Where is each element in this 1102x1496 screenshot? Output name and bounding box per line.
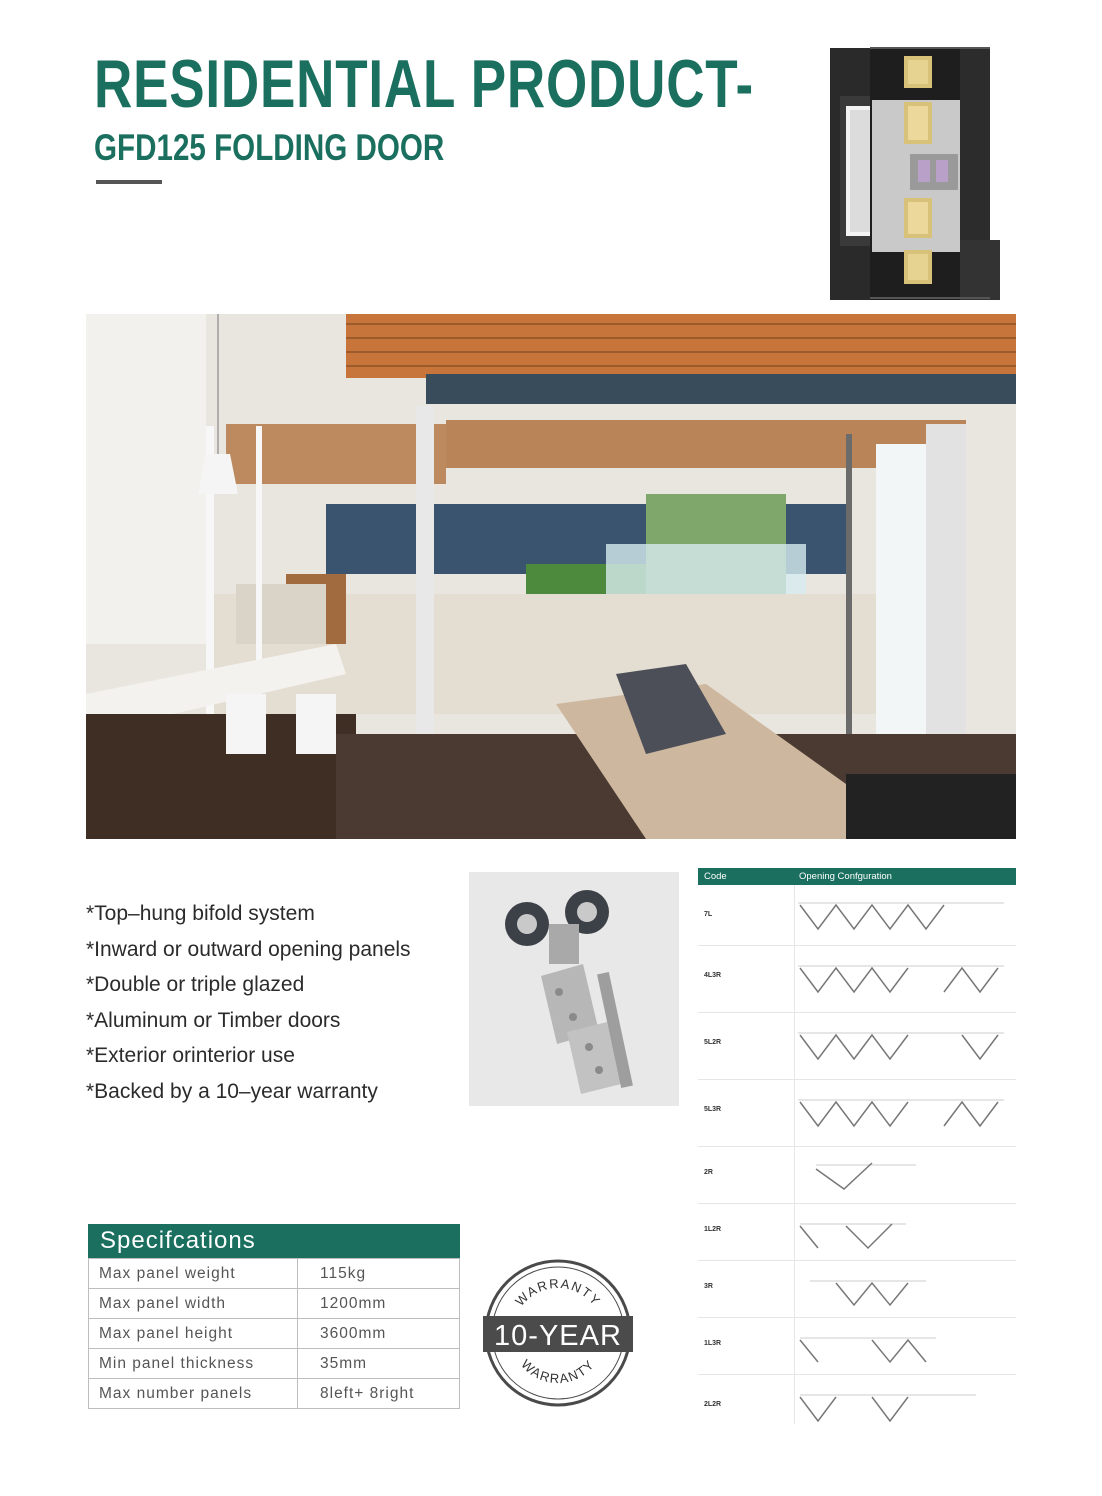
living-room-folding-door-photo bbox=[86, 314, 1016, 839]
table-row bbox=[698, 1013, 1016, 1080]
folding-diagram bbox=[796, 1375, 1006, 1439]
config-code: 5L2R bbox=[704, 1039, 722, 1046]
table-row bbox=[89, 1349, 460, 1379]
config-code: 3R bbox=[704, 1283, 713, 1290]
table-row bbox=[698, 1080, 1016, 1147]
folding-diagram bbox=[796, 1204, 1006, 1260]
spec-value: 1200mm bbox=[298, 1289, 460, 1319]
config-code: 4L3R bbox=[704, 972, 722, 979]
spec-value: 35mm bbox=[298, 1349, 460, 1379]
specifications-heading: Specifcations bbox=[88, 1224, 460, 1258]
config-code: 1L2R bbox=[704, 1226, 722, 1233]
feature-item: *Exterior orinterior use bbox=[86, 1044, 295, 1068]
warranty-top-text: WARRANTY bbox=[512, 1275, 604, 1309]
spec-label: Max number panels bbox=[89, 1379, 298, 1409]
spec-label: Max panel height bbox=[89, 1319, 298, 1349]
page-title: RESIDENTIAL PRODUCT- bbox=[94, 46, 754, 122]
spec-label: Max panel width bbox=[89, 1289, 298, 1319]
specifications-table bbox=[88, 1224, 460, 1409]
table-row bbox=[89, 1289, 460, 1319]
folding-diagram bbox=[796, 1013, 1006, 1079]
opening-configuration-table bbox=[698, 868, 1016, 1424]
table-row bbox=[698, 885, 1016, 946]
warranty-main-text: 10-YEAR bbox=[494, 1320, 622, 1352]
config-code: 2L2R bbox=[704, 1401, 722, 1408]
warranty-badge bbox=[483, 1258, 633, 1408]
table-row bbox=[89, 1259, 460, 1289]
folding-diagram bbox=[796, 1318, 1006, 1374]
door-profile-cross-section-image bbox=[810, 40, 1010, 304]
folding-diagram bbox=[796, 1147, 1006, 1203]
table-row bbox=[698, 1204, 1016, 1261]
table-row bbox=[698, 1147, 1016, 1204]
feature-list bbox=[86, 896, 466, 1110]
folding-diagram bbox=[796, 1261, 1006, 1317]
table-row bbox=[698, 946, 1016, 1013]
config-col-code: Code bbox=[704, 871, 727, 882]
config-col-configuration: Opening Confguration bbox=[799, 871, 892, 882]
table-row bbox=[698, 1261, 1016, 1318]
spec-label: Min panel thickness bbox=[89, 1349, 298, 1379]
config-code: 7L bbox=[704, 911, 713, 918]
config-table-header bbox=[698, 868, 1016, 885]
spec-value: 8left+ 8right bbox=[298, 1379, 460, 1409]
spec-value: 115kg bbox=[298, 1259, 460, 1289]
title-underline bbox=[96, 180, 162, 184]
table-row bbox=[698, 1375, 1016, 1439]
feature-item: *Aluminum or Timber doors bbox=[86, 1008, 341, 1032]
config-code: 1L3R bbox=[704, 1340, 722, 1347]
feature-item: *Double or triple glazed bbox=[86, 973, 305, 997]
table-row bbox=[89, 1379, 460, 1409]
feature-item: *Top–hung bifold system bbox=[86, 902, 315, 925]
table-row bbox=[698, 1318, 1016, 1375]
spec-value: 3600mm bbox=[298, 1319, 460, 1349]
feature-item: *Backed by a 10–year warranty bbox=[86, 1079, 378, 1103]
config-code: 2R bbox=[704, 1169, 713, 1176]
roller-hinge-hardware-photo bbox=[469, 872, 679, 1106]
warranty-bottom-text: WARRANTY bbox=[518, 1356, 598, 1387]
feature-item: *Inward or outward opening panels bbox=[86, 937, 411, 961]
spec-label: Max panel weight bbox=[89, 1259, 298, 1289]
folding-diagram bbox=[796, 1080, 1006, 1146]
page-subtitle: GFD125 FOLDING DOOR bbox=[94, 127, 445, 168]
folding-diagram bbox=[796, 946, 1006, 1012]
config-code: 5L3R bbox=[704, 1106, 722, 1113]
folding-diagram bbox=[796, 885, 1006, 945]
table-row bbox=[89, 1319, 460, 1349]
